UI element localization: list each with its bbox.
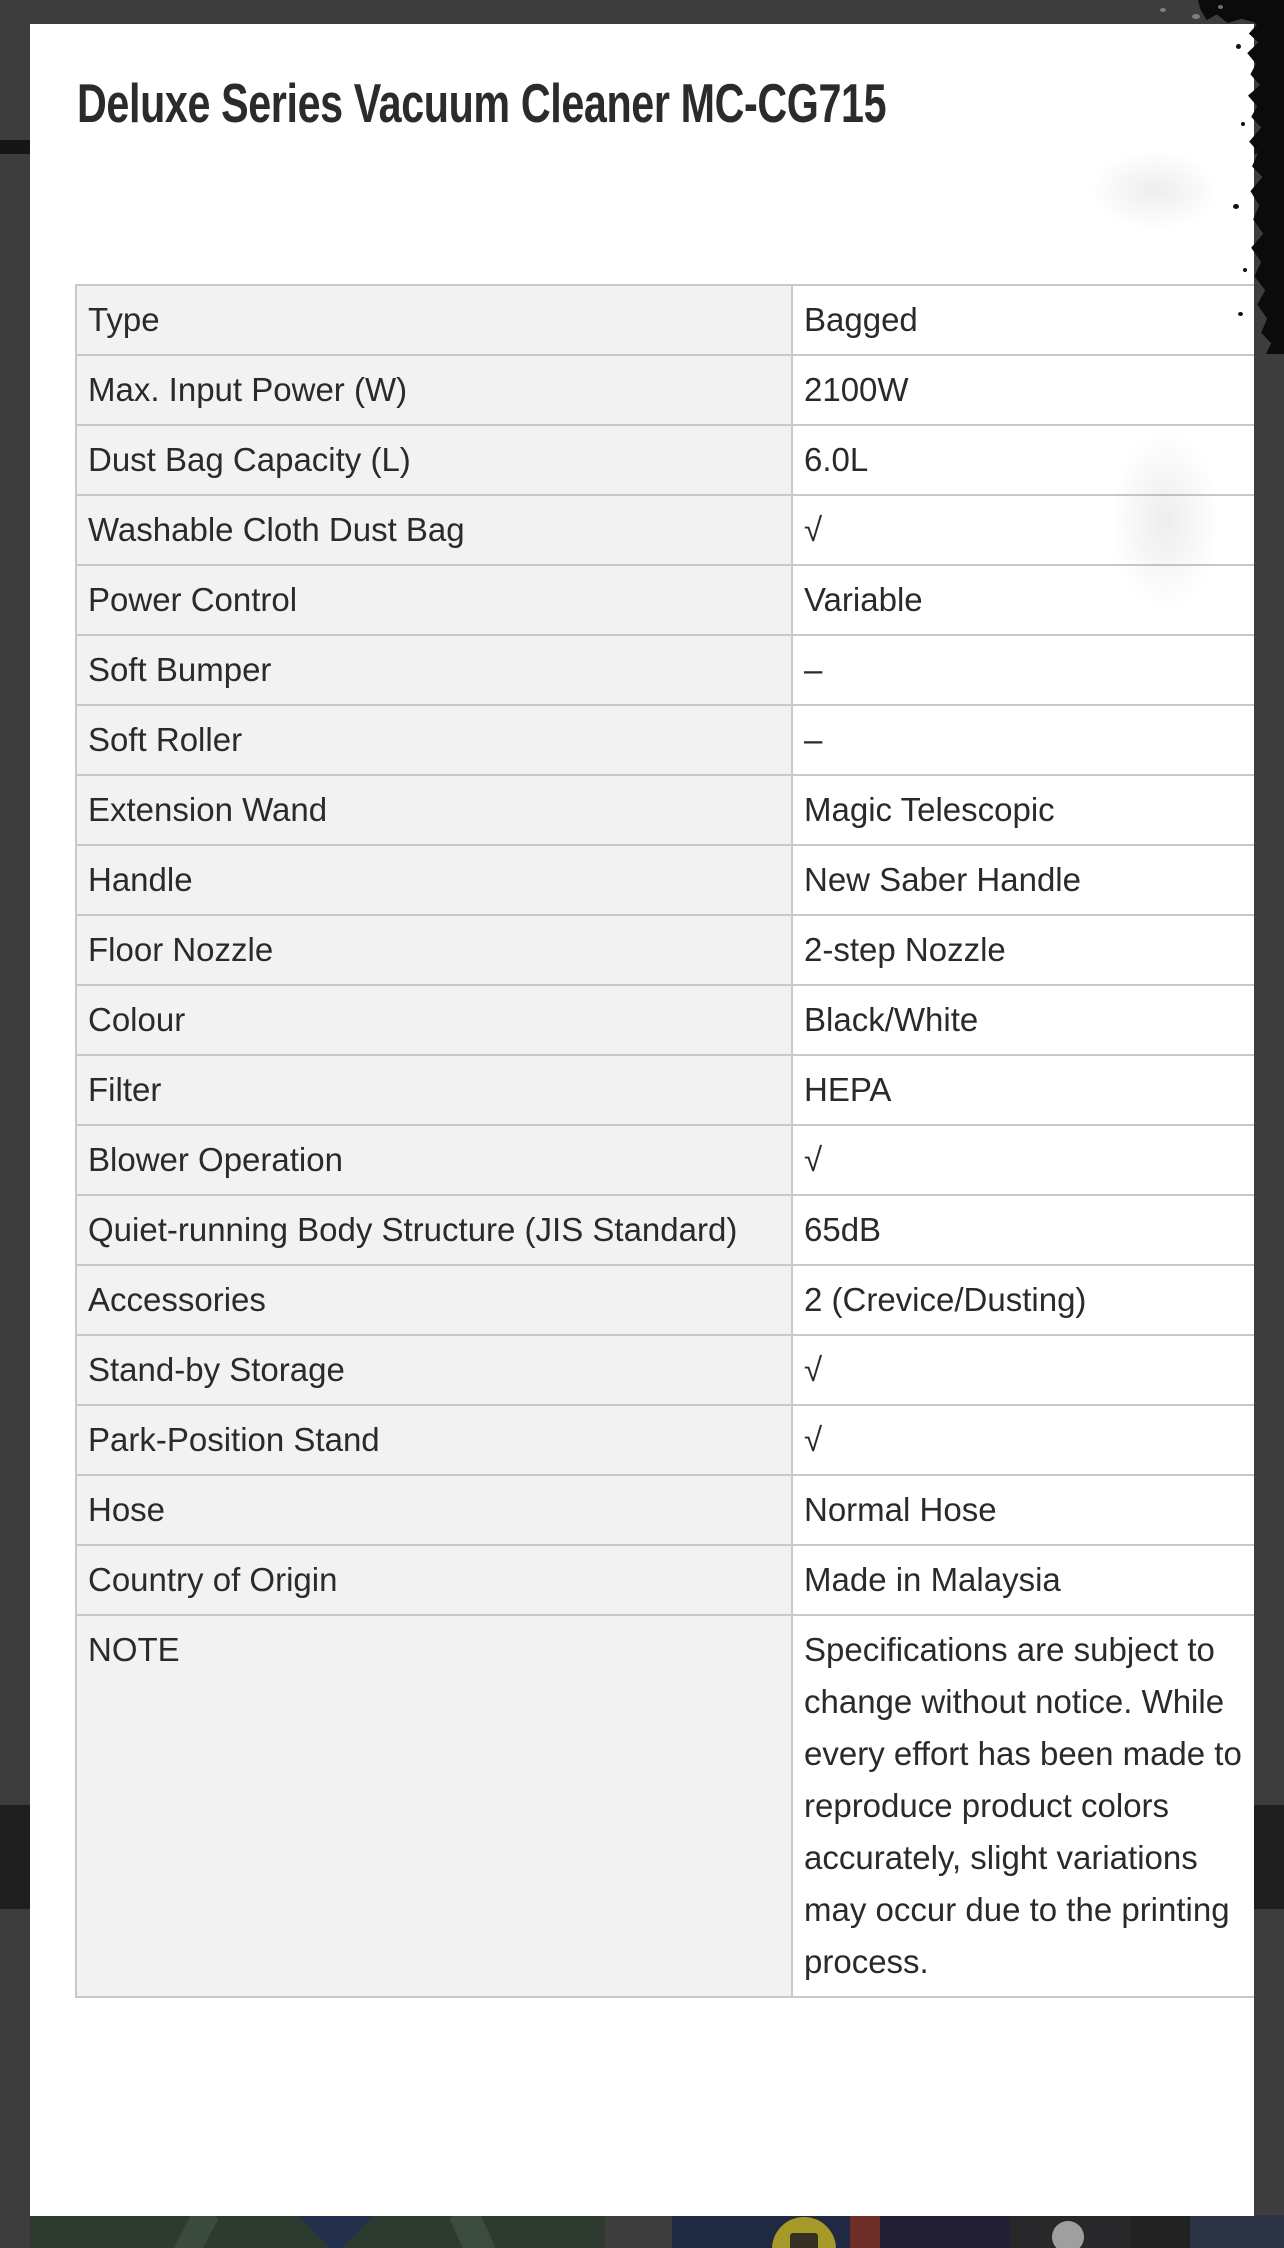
spec-value-cell: 2 (Crevice/Dusting)	[792, 1265, 1254, 1335]
grunge-speck	[1238, 312, 1243, 316]
spec-row	[76, 1265, 1254, 1335]
spec-row	[76, 1405, 1254, 1475]
grunge-smudge	[1110, 430, 1220, 610]
spec-label-cell: Quiet-running Body Structure (JIS Standard)	[76, 1195, 792, 1265]
spec-label-cell: Max. Input Power (W)	[76, 355, 792, 425]
spec-row	[76, 775, 1254, 845]
spec-table-body	[76, 285, 1254, 1997]
grunge-speck	[1236, 44, 1241, 49]
spec-row	[76, 1055, 1254, 1125]
spec-label-cell: NOTE	[76, 1615, 792, 1997]
spec-value-cell: 6.0L	[792, 425, 1254, 495]
grunge-smudge	[1090, 150, 1220, 230]
spec-row	[76, 1615, 1254, 1997]
spec-value-cell: 2-step Nozzle	[792, 915, 1254, 985]
spec-label-cell: Soft Roller	[76, 705, 792, 775]
spec-value-cell: HEPA	[792, 1055, 1254, 1125]
spec-value-cell: –	[792, 705, 1254, 775]
thumbnail	[1190, 2215, 1284, 2248]
spec-row	[76, 355, 1254, 425]
spec-value-cell: √	[792, 495, 1254, 565]
spec-row	[76, 915, 1254, 985]
spec-row	[76, 845, 1254, 915]
spec-row	[76, 285, 1254, 355]
spec-table	[75, 284, 1254, 1998]
thumbnail	[880, 2215, 1010, 2248]
grunge-speck	[1241, 122, 1245, 126]
spec-label-cell: Soft Bumper	[76, 635, 792, 705]
thumbnail	[30, 2215, 605, 2248]
spec-modal	[30, 24, 1254, 2216]
spec-value-cell: New Saber Handle	[792, 845, 1254, 915]
spec-row	[76, 565, 1254, 635]
spec-value-cell: √	[792, 1405, 1254, 1475]
spec-row	[76, 495, 1254, 565]
spec-label-cell: Extension Wand	[76, 775, 792, 845]
spec-value-cell: Normal Hose	[792, 1475, 1254, 1545]
spec-value-cell: Variable	[792, 565, 1254, 635]
spec-label-cell: Accessories	[76, 1265, 792, 1335]
spec-row	[76, 1475, 1254, 1545]
grunge-speck	[1243, 268, 1247, 272]
spec-row	[76, 1125, 1254, 1195]
spec-value-cell: –	[792, 635, 1254, 705]
modal-title: Deluxe Series Vacuum Cleaner MC-CG715	[77, 72, 887, 134]
spec-label-cell: Filter	[76, 1055, 792, 1125]
spec-row	[76, 705, 1254, 775]
grunge-speck	[1218, 5, 1223, 9]
spec-value-cell: Black/White	[792, 985, 1254, 1055]
spec-value-cell: Bagged	[792, 285, 1254, 355]
thumbnail	[1010, 2215, 1130, 2248]
spec-label-cell: Type	[76, 285, 792, 355]
spec-label-cell: Colour	[76, 985, 792, 1055]
spec-label-cell: Handle	[76, 845, 792, 915]
spec-label-cell: Country of Origin	[76, 1545, 792, 1615]
spec-row	[76, 425, 1254, 495]
thumbnail-strip	[0, 2215, 1284, 2248]
grunge-speck	[1192, 14, 1200, 19]
spec-row	[76, 1195, 1254, 1265]
spec-row	[76, 635, 1254, 705]
spec-label-cell: Stand-by Storage	[76, 1335, 792, 1405]
spec-value-cell: Specifications are subject to change without notice. While every effort has been made to reproduce product colors accurately, slight variations may occur due to the printing process.	[792, 1615, 1254, 1997]
spec-value-cell: 65dB	[792, 1195, 1254, 1265]
spec-label-cell: Floor Nozzle	[76, 915, 792, 985]
spec-label-cell: Hose	[76, 1475, 792, 1545]
spec-row	[76, 1335, 1254, 1405]
spec-value-cell: Magic Telescopic	[792, 775, 1254, 845]
spec-label-cell: Washable Cloth Dust Bag	[76, 495, 792, 565]
spec-label-cell: Blower Operation	[76, 1125, 792, 1195]
grunge-speck	[1233, 204, 1239, 209]
spec-label-cell: Park-Position Stand	[76, 1405, 792, 1475]
spec-value-cell: Made in Malaysia	[792, 1545, 1254, 1615]
thumbnail	[1130, 2215, 1190, 2248]
spec-label-cell: Dust Bag Capacity (L)	[76, 425, 792, 495]
spec-value-cell: √	[792, 1125, 1254, 1195]
spec-row	[76, 1545, 1254, 1615]
grunge-speck	[1160, 8, 1166, 12]
spec-label-cell: Power Control	[76, 565, 792, 635]
spec-value-cell: 2100W	[792, 355, 1254, 425]
thumbnail	[672, 2215, 880, 2248]
spec-row	[76, 985, 1254, 1055]
spec-value-cell: √	[792, 1335, 1254, 1405]
